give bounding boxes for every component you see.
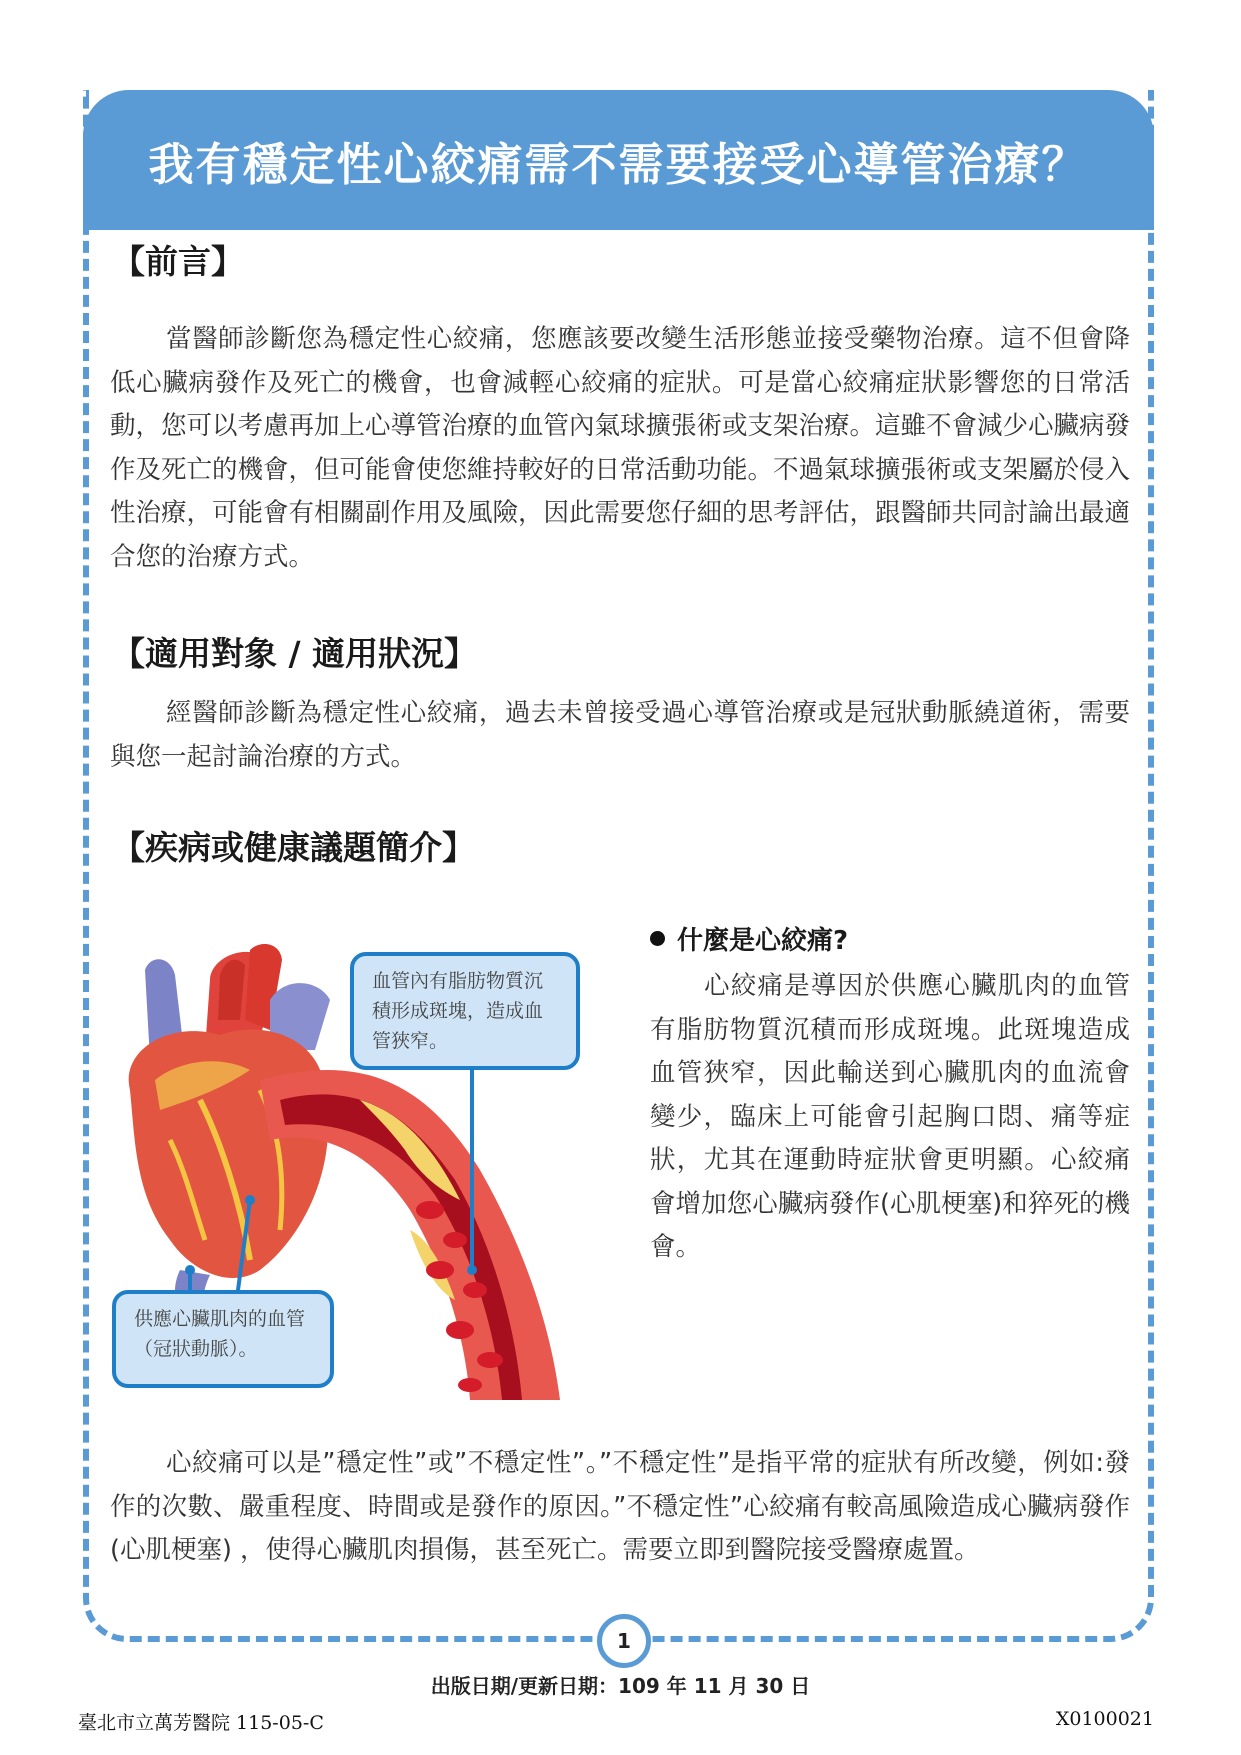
plaque-callout-text: 血管內有脂肪物質沉積形成斑塊，造成血管狹窄。 (372, 970, 544, 1052)
angina-paragraph: 心絞痛是導因於供應心臟肌肉的血管有脂肪物質沉積而形成斑塊。此斑塊造成血管狹窄，因此輸送到心臟肌肉的血流會變少，臨床上可能會引起胸口悶、痛等症狀，尤其在運動時症狀會更明顯。心絞痛會增加您心臟病發作(心肌梗塞)和猝死的機會。 (650, 971, 1130, 1262)
publication-date: 出版日期/更新日期：109 年 11 月 30 日 (430, 1674, 811, 1698)
document-id: X0100021 (1055, 1708, 1154, 1730)
angina-explanation (650, 920, 1130, 1270)
hospital-code: 臺北市立萬芳醫院 115-05-C (78, 1712, 324, 1734)
target-heading: 【適用對象 / 適用狀況】 (112, 634, 478, 673)
intro-heading: 【前言】 (112, 242, 244, 281)
coronary-callout-text: 供應心臟肌肉的血管（冠狀動脈）。 (134, 1308, 306, 1360)
intro-paragraph: 當醫師診斷您為穩定性心絞痛，您應該要改變生活形態並接受藥物治療。這不但會降低心臟病發作及死亡的機會，也會減輕心絞痛的症狀。可是當心絞痛症狀影響您的日常活動，您可以考慮再加上心導管治療的血管內氣球擴張術或支架治療。這雖不會減少心臟病發作及死亡的機會，但可能會使您維持較好的日常活動功能。不過氣球擴張術或支架屬於侵入性治療，可能會有相關副作用及風險，因此需要您仔細的思考評估，跟醫師共同討論出最適合您的治療方式。 (110, 324, 1131, 572)
page-title: 我有穩定性心絞痛需不需要接受心導管治療？ (148, 137, 1089, 191)
angina-subheading-text: 什麼是心絞痛? (677, 926, 849, 956)
angina-subheading (650, 920, 1130, 957)
bullet-icon (650, 931, 665, 946)
page-number: 1 (597, 1614, 651, 1668)
disease-heading: 【疾病或健康議題簡介】 (112, 828, 475, 867)
stability-paragraph: 心絞痛可以是”穩定性”或”不穩定性”。”不穩定性”是指平常的症狀有所改變，例如:發作的次數、嚴重程度、時間或是發作的原因。”不穩定性”心絞痛有較高風險造成心臟病發作(心肌梗塞) ，使得心臟肌肉損傷，甚至死亡。需要立即到醫院接受醫療處置。 (110, 1448, 1130, 1565)
coronary-callout (112, 1290, 334, 1388)
plaque-callout (350, 952, 580, 1070)
target-paragraph: 經醫師診斷為穩定性心絞痛，過去未曾接受過心導管治療或是冠狀動脈繞道術，需要與您一起討論治療的方式。 (110, 698, 1130, 772)
heart-artery-illustration (110, 940, 630, 1400)
title-banner (83, 90, 1154, 230)
